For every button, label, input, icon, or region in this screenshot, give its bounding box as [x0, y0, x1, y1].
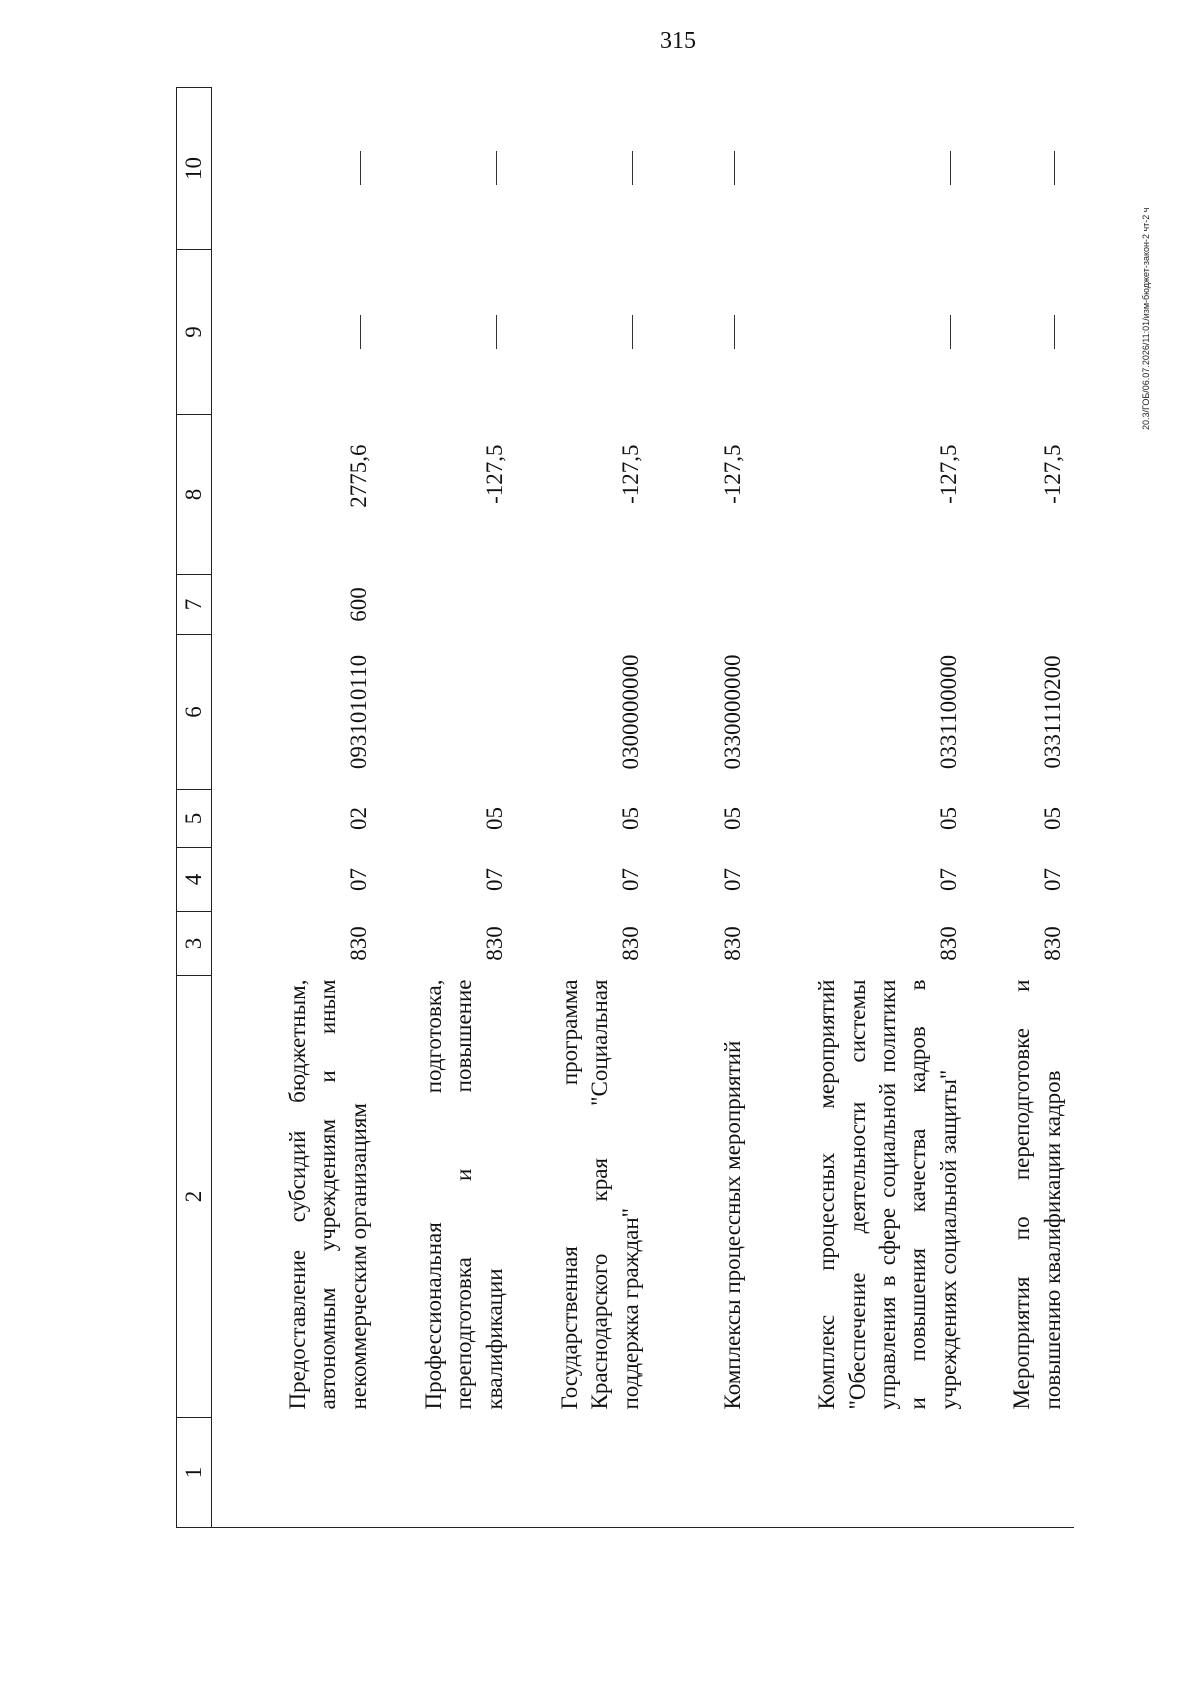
row-ved: 830: [935, 926, 961, 961]
row-rz: 07: [719, 868, 745, 891]
row-col-9: [754, 250, 970, 415]
row-col-10: [212, 88, 381, 250]
dash-mark: [496, 315, 497, 349]
row-csr: 0331110200: [1039, 655, 1065, 769]
table-row: [970, 88, 1074, 1528]
row-name: Профессиональная подготовка, переподготовка и повышение квалификации: [420, 979, 507, 1410]
dash-mark: [360, 152, 361, 186]
row-vr: [652, 575, 754, 635]
header-col-7: 7: [177, 575, 212, 635]
row-csr: 0331100000: [935, 654, 961, 770]
table-row: [516, 88, 652, 1528]
row-rz: 07: [1039, 868, 1065, 891]
row-ved: 830: [1039, 926, 1065, 961]
row-amount: 2775,6: [345, 444, 371, 508]
row-name: Комплексы процессных мероприятий: [719, 1040, 745, 1410]
table-row: [212, 88, 381, 1528]
row-amount: -127,5: [719, 444, 745, 504]
dash-mark: [734, 315, 735, 349]
row-vr: [516, 575, 652, 635]
row-name: Государственная программа Краснодарского края "Социальная поддержка граждан": [556, 979, 643, 1410]
table-row: [652, 88, 754, 1528]
table-row: [380, 88, 516, 1528]
row-col-9: [516, 250, 652, 415]
row-rz: 07: [345, 868, 371, 891]
row-col-1: [754, 1418, 970, 1528]
header-col-4: 4: [177, 848, 212, 912]
row-col-9: [970, 250, 1074, 415]
row-name: Предоставление субсидий бюджетным, автономным учреждениям и иным некоммерческим организациям: [284, 979, 371, 1410]
row-col-10: [516, 88, 652, 250]
row-col-9: [380, 250, 516, 415]
row-col-10: [380, 88, 516, 250]
header-col-5: 5: [177, 790, 212, 848]
row-col-10: [652, 88, 754, 250]
row-col-9: [212, 250, 381, 415]
row-pr: 05: [481, 807, 507, 830]
dash-mark: [950, 315, 951, 349]
dash-mark: [734, 152, 735, 186]
row-col-1: [516, 1418, 652, 1528]
row-vr: [380, 575, 516, 635]
row-ved: 830: [345, 926, 371, 961]
row-rz: 07: [617, 868, 643, 891]
budget-table: [176, 87, 1074, 1528]
dash-mark: [632, 315, 633, 349]
row-rz: 07: [481, 868, 507, 891]
row-csr: 0931010110: [345, 654, 371, 770]
document-footer-code: [1141, 110, 1155, 430]
row-vr: [754, 575, 970, 635]
row-pr: 05: [719, 807, 745, 830]
dash-mark: [632, 152, 633, 186]
row-amount: -127,5: [481, 444, 507, 504]
row-csr: 0330000000: [719, 654, 745, 770]
dash-mark: [360, 315, 361, 349]
row-col-10: [970, 88, 1074, 250]
row-amount: -127,5: [935, 444, 961, 504]
table-row: [754, 88, 970, 1528]
header-col-6: 6: [177, 635, 212, 790]
header-col-10: 10: [177, 88, 212, 250]
row-pr: 05: [1039, 807, 1065, 830]
row-col-10: [754, 88, 970, 250]
rotated-table-wrapper: [176, 88, 1076, 1528]
dash-mark: [1054, 315, 1055, 349]
row-ved: 830: [481, 926, 507, 961]
row-amount: -127,5: [617, 444, 643, 504]
header-col-9: 9: [177, 250, 212, 415]
header-col-8: 8: [177, 415, 212, 575]
row-rz: 07: [935, 868, 961, 891]
row-name: Комплекс процессных мероприятий "Обеспечение деятельности системы управления в сфере социальной политики и повышения качества кадров в учреждениях социальной защиты": [814, 979, 961, 1410]
row-col-1: [970, 1418, 1074, 1528]
row-name: Мероприятия по переподготовке и повышению квалификации кадров: [1009, 979, 1065, 1410]
page-number: 315: [660, 28, 696, 54]
header-col-1: 1: [177, 1418, 212, 1528]
row-ved: 830: [719, 926, 745, 961]
row-amount: -127,5: [1039, 444, 1065, 504]
row-csr: [380, 635, 516, 790]
dash-mark: [950, 152, 951, 186]
row-vr: [970, 575, 1074, 635]
footer-code-text: 20.3/ГОБ/06.07.2026/11:01/изм-бюджет-закон-2 чт-2 ч: [1141, 207, 1151, 430]
row-csr: 0300000000: [617, 654, 643, 770]
row-ved: 830: [617, 926, 643, 961]
row-col-1: [380, 1418, 516, 1528]
row-col-1: [212, 1418, 381, 1528]
row-pr: 02: [345, 807, 371, 830]
row-pr: 05: [935, 807, 961, 830]
row-col-1: [652, 1418, 754, 1528]
row-pr: 05: [617, 807, 643, 830]
header-col-2: 2: [177, 976, 212, 1418]
dash-mark: [496, 152, 497, 186]
header-col-3: 3: [177, 912, 212, 976]
row-col-9: [652, 250, 754, 415]
row-vr: 600: [345, 587, 371, 622]
dash-mark: [1054, 152, 1055, 186]
table-header-row: [177, 88, 212, 1528]
